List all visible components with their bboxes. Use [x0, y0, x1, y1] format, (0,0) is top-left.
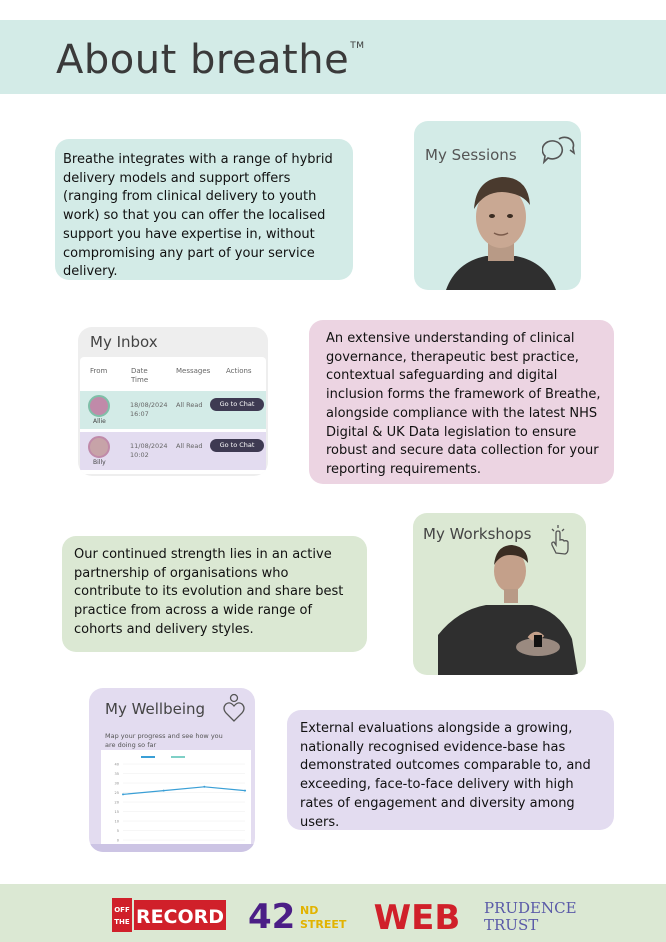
series-line [123, 787, 245, 795]
message-status: All Read [176, 442, 203, 450]
wellbeing-line-chart [101, 750, 251, 850]
wellbeing-subtitle: Map your progress and see how you are doing so far [105, 732, 223, 749]
evaluation-text: External evaluations alongside a growing, nationally recognised evidence-base has demonstrated outcomes comparable to, and exceeding, face-to-face delivery with high rates of engagement and diversity among users. [300, 721, 591, 830]
partnership-text: Our continued strength lies in an active partnership of organisations who contribute to its evolution and share best practice from across a wide range of cohorts and delivery styles. [74, 547, 344, 637]
wellbeing-panel[interactable] [89, 688, 255, 852]
svg-text:WEB: WEB [374, 898, 460, 934]
avatar [88, 436, 110, 458]
col-actions: Actions [226, 367, 252, 375]
page-title: About breathe™ [56, 37, 365, 83]
legend-swatch-2 [171, 756, 185, 758]
svg-text:TRUST: TRUST [484, 916, 539, 932]
col-from: From [90, 367, 108, 375]
inbox-panel[interactable] [78, 327, 268, 476]
student-phone-photo [438, 543, 578, 675]
governance-text: An extensive understanding of clinical governance, therapeutic best practice, contextual safeguarding and digital inclusion forms the framework of Breathe, alongside compliance with the latest NHS Digital & UK Data legislation to ensure robust and secure data collection for your reporting requirements. [326, 331, 601, 477]
intro-text: Breathe integrates with a range of hybrid delivery models and support offers (ranging from clinical delivery to youth work) so that you can offer the localised support you have expertise in, without compromising any part of your service delivery. [63, 152, 333, 280]
y-tick-label: 30 [114, 781, 119, 786]
prudence-trust-logo [482, 898, 578, 932]
svg-text:STREET: STREET [300, 918, 347, 931]
message-datetime: 11/08/2024 10:02 [130, 442, 168, 459]
wellbeing-chart [101, 750, 251, 850]
partnership-card [62, 536, 367, 652]
y-tick-label: 35 [114, 772, 119, 776]
y-tick-label: 25 [114, 791, 119, 795]
governance-card [309, 320, 614, 484]
data-point [203, 786, 205, 788]
svg-text:THE: THE [114, 918, 130, 926]
svg-text:42: 42 [248, 897, 296, 934]
y-tick-label: 40 [114, 762, 119, 767]
heart-person-icon [223, 693, 245, 723]
trademark: TM [350, 41, 365, 51]
col-date: Date Time [131, 367, 149, 384]
sender-name: Billy [93, 459, 106, 466]
y-tick-label: 0 [116, 838, 119, 843]
y-tick-label: 10 [114, 819, 119, 824]
teen-portrait-photo [436, 169, 566, 290]
go-to-chat-button[interactable]: Go to Chat [210, 398, 264, 411]
inbox-title: My Inbox [90, 333, 158, 351]
svg-text:OFF: OFF [114, 906, 130, 914]
workshops-panel[interactable] [413, 513, 586, 675]
intro-card [55, 139, 353, 280]
table-row[interactable] [80, 391, 266, 429]
message-datetime: 18/08/2024 16:07 [130, 401, 168, 418]
svg-text:ND: ND [300, 904, 319, 917]
evaluation-card [287, 710, 614, 830]
42nd-street-logo [248, 896, 352, 934]
wellbeing-footer-band [89, 844, 255, 852]
col-messages: Messages [176, 367, 211, 375]
partner-logos-band [0, 884, 666, 942]
data-point [244, 790, 246, 792]
data-point [163, 790, 165, 792]
y-tick-label: 5 [116, 829, 119, 833]
y-tick-label: 20 [114, 800, 119, 805]
wellbeing-title: My Wellbeing [105, 700, 206, 718]
chat-bubbles-icon [542, 135, 576, 167]
go-to-chat-button[interactable]: Go to Chat [210, 439, 264, 452]
workshops-title: My Workshops [423, 525, 532, 543]
message-status: All Read [176, 401, 203, 409]
svg-text:PRUDENCE: PRUDENCE [484, 899, 577, 917]
svg-text:RECORD: RECORD [135, 906, 225, 928]
avatar [88, 395, 110, 417]
legend-swatch-1 [141, 756, 155, 758]
sessions-title: My Sessions [425, 146, 517, 164]
data-point [122, 793, 124, 795]
sender-name: Allie [93, 418, 106, 425]
sessions-panel[interactable] [414, 121, 581, 290]
web-logo [374, 896, 460, 934]
table-row[interactable] [80, 432, 266, 470]
inbox-table [80, 357, 266, 474]
y-tick-label: 15 [114, 810, 119, 814]
off-the-record-logo [112, 898, 226, 932]
